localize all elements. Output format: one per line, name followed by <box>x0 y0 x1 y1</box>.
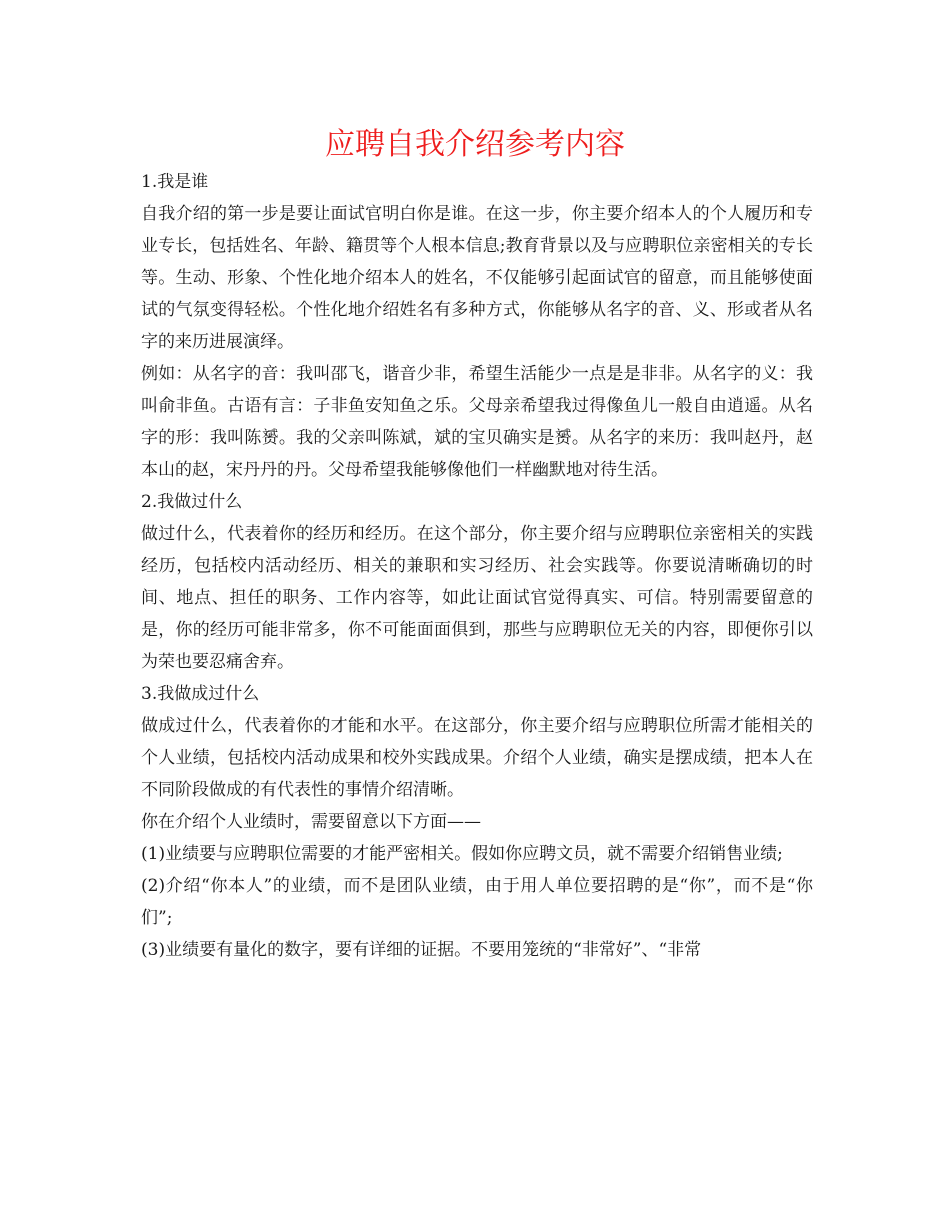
list-item-1: (1)业绩要与应聘职位需要的才能严密相关。假如你应聘文员，就不需要介绍销售业绩; <box>141 844 783 864</box>
paragraph-notes-intro: 你在介绍个人业绩时，需要留意以下方面—— <box>141 812 481 832</box>
document-body <box>141 166 813 966</box>
document-title: 应聘自我介绍参考内容 <box>325 127 625 162</box>
paragraph-name-examples: 例如：从名字的音：我叫邵飞，谐音少非，希望生活能少一点是是非非。从名字的义：我叫俞非鱼。古语有言：子非鱼安知鱼之乐。父母亲希望我过得像鱼儿一般自由逍遥。从名字的形：我叫陈赟。我的父亲叫陈斌，斌的宝贝确实是赟。从名字的来历：我叫赵丹，赵本山的赵，宋丹丹的丹。父母希望我能够像他们一样幽默地对待生活。 <box>141 364 813 480</box>
heading-what-i-did: 2.我做过什么 <box>141 492 243 512</box>
paragraph-what-i-achieved: 做成过什么，代表着你的才能和水平。在这部分，你主要介绍与应聘职位所需才能相关的个人业绩，包括校内活动成果和校外实践成果。介绍个人业绩，确实是摆成绩，把本人在不同阶段做成的有代表性的事情介绍清晰。 <box>141 716 813 800</box>
heading-what-i-achieved: 3.我做成过什么 <box>141 684 260 704</box>
list-item-2: (2)介绍“你本人”的业绩，而不是团队业绩，由于用人单位要招聘的是“你”，而不是“你们”; <box>141 876 813 928</box>
list-item-3: (3)业绩要有量化的数字，要有详细的证据。不要用笼统的“非常好”、“非常 <box>141 940 702 960</box>
heading-who-am-i: 1.我是谁 <box>141 172 209 192</box>
paragraph-who-am-i: 自我介绍的第一步是要让面试官明白你是谁。在这一步，你主要介绍本人的个人履历和专业专长，包括姓名、年龄、籍贯等个人根本信息;教育背景以及与应聘职位亲密相关的专长等。生动、形象、个性化地介绍本人的姓名，不仅能够引起面试官的留意，而且能够使面试的气氛变得轻松。个性化地介绍姓名有多种方式，你能够从名字的音、义、形或者从名字的来历进展演绎。 <box>141 204 813 352</box>
paragraph-what-i-did: 做过什么，代表着你的经历和经历。在这个部分，你主要介绍与应聘职位亲密相关的实践经历，包括校内活动经历、相关的兼职和实习经历、社会实践等。你要说清晰确切的时间、地点、担任的职务、工作内容等，如此让面试官觉得真实、可信。特别需要留意的是，你的经历可能非常多，你不可能面面俱到，那些与应聘职位无关的内容，即便你引以为荣也要忍痛舍弃。 <box>141 524 813 672</box>
